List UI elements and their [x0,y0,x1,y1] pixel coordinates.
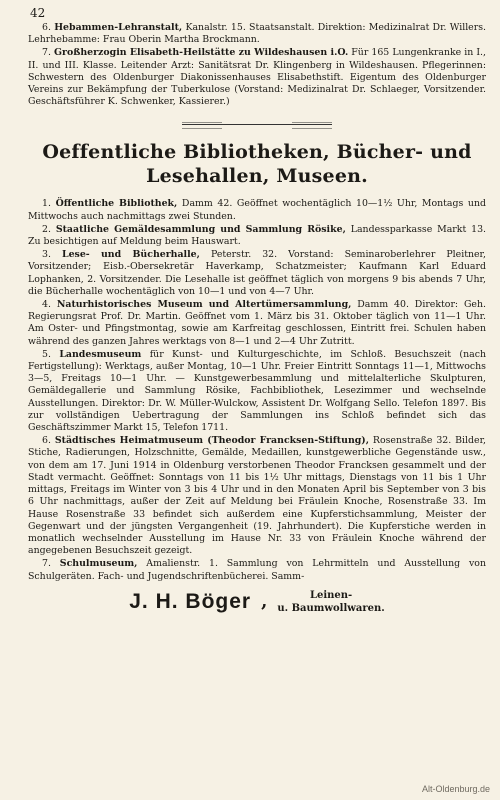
entry-name: Landesmuseum [59,348,142,360]
entry-bibliothek [28,198,486,222]
entry-name: Öffentliche Bibliothek, [55,198,178,210]
page-number: 42 [30,6,46,20]
section-title: Oeffentliche Bibliotheken, Bücher- und Lesehallen, Museen. [42,141,472,188]
entry-name: Hebammen-Lehranstalt, [54,22,183,33]
advert-line-2: u. Baumwollwaren. [277,602,385,614]
entry-name: Lese- und Bücherhalle, [61,249,200,261]
watermark: Alt-Oldenburg.de [421,784,490,794]
advert-separator: , [261,591,268,613]
entry-schulmuseum [28,558,486,582]
entry-text: Landessparkasse Markt 13. Zu besichtigen auf Meldung beim Hauswart. [28,223,487,248]
entry-name: Staatliche Gemäldesammlung und Sammlung Rösike, [55,223,346,235]
entry-naturhistorisches-museum [28,299,486,348]
entry-text: Amalienstr. 1. Sammlung von Lehrmitteln und Ausstellung von Schulgeräten. Fach- und Jugendschriftenbücherei. Samm- [28,558,486,582]
advertisement [28,589,486,615]
entry-number: 6. [42,435,51,447]
entries-list [28,198,486,582]
entry-number: 1. [42,198,51,210]
entry-gemaeldesammlung [28,224,486,248]
entry-name: Naturhistorisches Museum und Altertümersammlung, [56,299,352,311]
entry-landesmuseum [28,349,486,434]
entry-number: 6. [42,22,51,33]
entry-number: 4. [42,299,51,311]
entry-text: Kanalstr. 15. Staatsanstalt. Direktion: Medizinalrat Dr. Willers. Lehrhebamme: Frau Oberin Martha Brockmann. [28,22,487,46]
entry-text: Damm 40. Direktor: Geh. Regierungsrat Prof. Dr. Martin. Geöffnet vom 1. März bis 31. Oktober täglich von 11—1 Uhr. Am Oster- und Pfingstmontag, sowie am Karfreitag geschlossen, Eintritt frei. Schulen haben während des ganzen Jahres werktags von 8—1 und 2—4 Uhr Zutritt. [28,299,487,347]
entry-heimatmuseum [28,435,486,557]
entry-number: 5. [42,348,51,360]
entry-name: Schulmuseum, [59,558,138,570]
entry-name: Großherzogin Elisabeth-Heilstätte zu Wildeshausen i.O. [54,47,349,59]
entry-name: Städtisches Heimatmuseum (Theodor Francksen-Stiftung), [54,435,370,447]
entry-elisabeth-heilstaette [28,47,486,108]
entry-lesehalle [28,249,486,298]
entry-number: 7. [42,47,51,59]
entry-text: Für 165 Lungenkranke in I., II. und III. Klasse. Leitender Arzt: Sanitätsrat Dr. Klingenberg in Wildeshausen. Pflegerinnen: Schwestern des Oldenburger Diakonissenhauses Elisabethstift. Eigentum des Oldenburger Vereins zur Bekämpfung der Tuberkulose (Vorstand: Medizinalrat Dr. Schlaeger, Vorsitzender. Geschäftsführer K. Schwenker, Kassierer.) [28,47,487,108]
entry-text: Damm 42. Geöffnet wochentäglich 10—1½ Uhr, Montags und Mittwochs auch nachmittags zwei Stunden. [28,198,487,222]
advert-line-1: Leinen- [309,589,353,601]
entry-number: 7. [42,558,51,570]
divider-rule [182,124,332,125]
entry-text: Rosenstraße 32. Bilder, Stiche, Radierungen, Holzschnitte, Gemälde, Medaillen, kunstgewerbliche Gegenstände usw., von dem am 17. Juni 1914 in Oldenburg verstorbenen Theodor Francksen gesammelt und der Stadt vermacht. Geöffnet: Sonntags von 11 bis 1½ Uhr mittags, Dienstags von 11 bis 1 Uhr mittags, Freitags im Winter von 3 bis 4 Uhr und in den Monaten April bis September von 3 bis 6 Uhr nachmittags, außer der Zeit auf Meldung bei Fräulein Knoche, Rosenstraße 33. Im Hause Rosenstraße 33 befindet sich außerdem eine Kupferstichsammlung, Meister der Gegenwart und der jüngsten Vergangenheit (19. Jahrhundert). Die Kupferstiche werden in monatlich wechselnder Ausstellung im Hause Nr. 33 von Fräulein Knoche während der angegebenen Besuchszeit gezeigt. [28,435,487,557]
entry-number: 2. [42,223,51,235]
section-divider [28,114,486,134]
advert-company-name: J. H. Böger [129,589,252,613]
entries-top [28,22,486,108]
entry-number: 3. [42,249,51,261]
entry-text: Peterstr. 32. Vorstand: Seminaroberlehrer Pleitner, Vorsitzender; Eisb.-Obersekretär Haverkamp, Schatzmeister; Kaufmann Karl Eduard Lophanken, 2. Vorsitzender. Die Lesehalle ist geöffnet täglich von morgens 9 bis abends 7 Uhr, die Bücherhalle wochentäglich von 10—1 und von 4—7 Uhr. [28,249,486,297]
entry-text: für Kunst- und Kulturgeschichte, im Schloß. Besuchszeit (nach Fertigstellung): Werktags, außer Montag, 10—1 Uhr. Freier Eintritt Sonntags 11—1, Mittwochs 3—5, Freitags 10—1 Uhr. — Kunstgewerbesammlung und mittelalterliche Skulpturen, Gemäldegallerie und Sammlung Rösike, Fachbibliothek, Lesezimmer und wechselnde Ausstellungen. Direktor: Dr. W. Müller-Wulckow, Assistent Dr. Wolfgang Sello. Telefon 1897. Bis zur vollständigen Uebertragung der Sammlungen ins Schloß befindet sich das Geschäftszimmer Markt 15, Telefon 1711. [28,348,486,434]
advert-goods [277,589,384,615]
entry-hebammen [28,22,486,46]
